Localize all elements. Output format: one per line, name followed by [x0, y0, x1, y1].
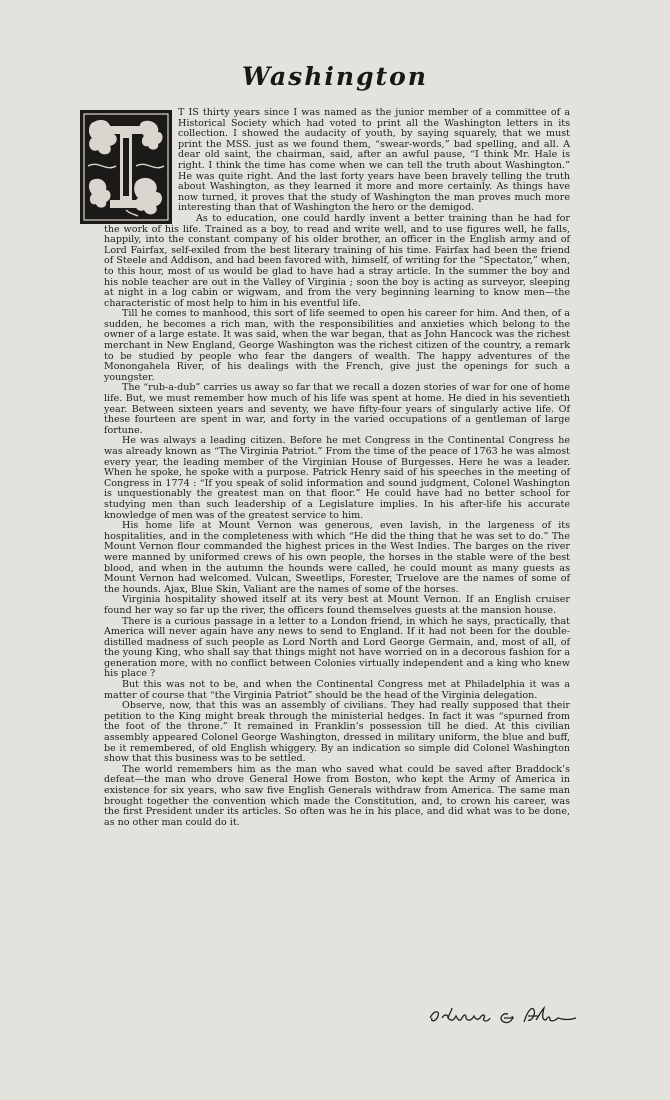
paragraph-4: The “rub-a-dub” carries us away so far that we recall a dozen stories of war for one of home life. But, we must remember how much of his life was spent at home. He died in his seventieth year. Between sixteen years and seventy, we have fifty-four years of singularly active life. Of these fourteen are spent in war, and forty in the varied occupations of a gentleman of large fortune.	[104, 382, 570, 436]
article-title: Washington	[242, 62, 428, 91]
paragraph-11: The world remembers him as the man who saved what could be saved after Braddock’s defeat—the man who drove General Howe from Boston, who kept the Army of America in existence for six years, who saw five English Generals withdraw from America. The same man brought together the convention which made the Constitution, and, to crown his career, was the first President under its articles. So often was he in his place, and did what was to be done, as no other man could do it.	[104, 763, 570, 828]
dropcap-ornament-icon	[80, 110, 172, 224]
paragraph-1: T IS thirty years since I was named as the junior member of a committee of a Historical Society which had voted to print all the Washington letters in its collection. I showed the audacity of youth, by saying squarely, that we must print the MSS. just as we found them, “swear-words,” bad spelling, and all. A dear old saint, the chairman, said, after an awful pause, “I think Mr. Hale is right. I think the time has come when we can tell the truth about Washington.” He was quite right. And the last forty years have been bravely telling the truth about Washington, as they learned it more and more certainly. As things have now turned, it proves that the study of Washington the man proves much more interesting than that of Washington the hero or the demigod.	[178, 107, 570, 214]
dropcap-initial-i	[80, 110, 172, 224]
paragraph-3: Till he comes to manhood, this sort of life seemed to open his career for him. And then, of a sudden, he becomes a rich man, with the responsibilities and anxieties which belong to the owner of a large estate. It was said, when the war began, that as John Hancock was the richest merchant in New England, George Washington was the richest citizen of the country, a remark to be studied by people who fear the dangers of wealth. The happy adventures of the Monongahela River, of his dealings with the French, give just the openings for such a youngster.	[104, 308, 570, 383]
paragraph-7: Virginia hospitality showed itself at its very best at Mount Vernon. If an English cruiser found her way so far up the river, the officers found themselves guests at the mansion house.	[104, 594, 570, 616]
paragraph-9: But this was not to be, and when the Continental Congress met at Philadelphia it was a matter of course that “the Virginia Patriot” should be the head of the Virginia delegation.	[104, 679, 570, 701]
paragraph-2: As to education, one could hardly invent a better training than he had for the work of his life. Trained as a boy, to read and write well, and to use figures well, he falls, happily, into the constant company of his older brother, an officer in the English army and of Lord Fairfax, self-exiled from the best literary training of his time. Fairfax had been the friend of Steele and Addison, and had been favored with, himself, of writing for the “Spectator,” when, to this hour, most of us would be glad to have had a stray article. In the summer the boy and his noble teacher are out in the Valley of Virginia ; soon the boy is acting as surveyor, sleeping at night in a log cabin or wigwam, and from the very beginning learning to know men—the characteristic of most help to him in his eventful life.	[104, 212, 570, 309]
paragraph-10: Observe, now, that this was an assembly of civilians. They had really supposed that their petition to the King might break through the ministerial hedges. In fact it was “spurned from the foot of the throne.” It remained in Franklin’s possession till he died. At this civilian assembly appeared Colonel George Washington, dressed in military uniform, the blue and buff, be it remembered, of old English whiggery. By an indication so simple did Colonel Washington show that this business was to be settled.	[104, 700, 570, 765]
author-signature	[424, 1000, 604, 1030]
paragraph-6: His home life at Mount Vernon was generous, even lavish, in the largeness of its hospitalities, and in the completeness with which “He did the thing that he was set to do.” The Mount Vernon flour commanded the highest prices in the West Indies. The barges on the river were manned by uniformed crews of his own people, the horses in the stable were of the best blood, and when in the autumn the hounds were called, he could mount as many guests as Mount Vernon had welcomed. Vulcan, Sweetlips, Forester, Truelove are the names of some of the hounds. Ajax, Blue Skin, Valiant are the names of some of the horses.	[104, 520, 570, 595]
paragraph-5: He was always a leading citizen. Before he met Congress in the Continental Congress he was already known as “The Virginia Patriot.” From the time of the peace of 1763 he was almost every year, the leading member of the Virginian House of Burgesses. Here he was a leader. When he spoke, he spoke with a purpose. Patrick Henry said of his speeches in the meeting of Congress in 1774 : “If you speak of solid information and sound judgment, Colonel Washington is unquestionably the greatest man on that floor.” He could have had no better school for studying men than such leadership of a Legislature implies. In his after-life his accurate knowledge of men was of the greatest service to him.	[104, 435, 570, 521]
article-body	[104, 108, 570, 828]
paragraph-8: There is a curious passage in a letter to a London friend, in which he says, practically, that America will never again have any news to send to England. If it had not been for the double-distilled madness of such people as Lord North and Lord George Germain, and, most of all, of the young King, who shall say that things might not have worried on in a decorous fashion for a generation more, with no conflict between Colonies virtually independent and a king who knew his place ?	[104, 615, 570, 680]
